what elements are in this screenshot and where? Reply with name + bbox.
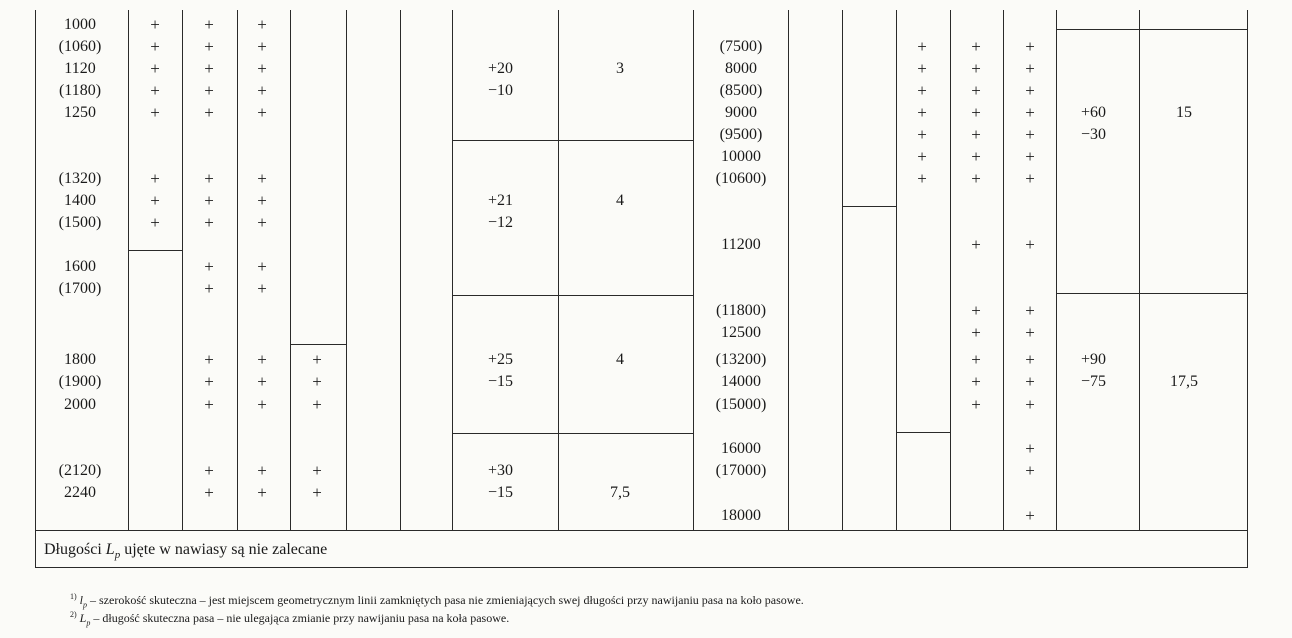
availability-mark: + [971,103,981,122]
deviation-plus: +21 [488,192,514,209]
availability-mark: + [1025,37,1035,56]
footnote-text: – szerokość skuteczna – jest miejscem geometrycznym linii zamkniętych pasa nie zmieniających swej długości przy nawijaniu pasa na koło pasowe. [90,593,804,607]
length-value: 10000 [721,148,761,165]
availability-mark: + [257,15,267,34]
availability-mark: + [150,81,160,100]
availability-mark: + [971,37,981,56]
availability-mark: + [1025,147,1035,166]
availability-mark: + [150,103,160,122]
availability-mark: + [971,147,981,166]
availability-mark: + [1025,439,1035,458]
availability-mark: + [204,169,214,188]
availability-mark: + [204,395,214,414]
availability-mark: + [204,59,214,78]
availability-mark: + [917,59,927,78]
availability-mark: + [971,350,981,369]
note-symbol: L [105,541,115,558]
availability-mark: + [917,125,927,144]
length-value: (8500) [719,82,763,99]
availability-mark: + [1025,125,1035,144]
availability-mark: + [1025,461,1035,480]
availability-mark: + [257,213,267,232]
availability-mark: + [971,235,981,254]
availability-mark: + [150,37,160,56]
availability-mark: + [1025,81,1035,100]
deviation-minus: −10 [488,82,514,99]
availability-mark: + [971,169,981,188]
availability-mark: + [257,372,267,391]
availability-mark: + [917,37,927,56]
column-divider [35,10,36,530]
length-value: 18000 [721,507,761,524]
length-value: 14000 [721,373,761,390]
range-divider [842,206,896,207]
availability-mark: + [971,395,981,414]
length-value: 11200 [721,236,761,253]
availability-mark: + [971,301,981,320]
length-value: 1400 [64,192,96,209]
deviation-plus: +25 [488,351,514,368]
column-divider [182,10,183,530]
length-value: (1700) [58,280,102,297]
group-count: 3 [616,60,624,77]
availability-mark: + [917,147,927,166]
group-divider [1056,29,1247,30]
column-divider [346,10,347,530]
availability-mark: + [312,395,322,414]
availability-mark: + [1025,59,1035,78]
availability-mark: + [257,37,267,56]
length-value: (11800) [715,302,767,319]
length-value: (1500) [58,214,102,231]
deviation-plus: +30 [488,462,514,479]
length-value: 1600 [64,258,96,275]
length-value: 12500 [721,324,761,341]
deviation-plus: +90 [1081,351,1107,368]
note-subscript: p [114,549,121,562]
range-divider [290,344,346,345]
range-divider [128,250,182,251]
column-divider [896,10,897,530]
availability-mark: + [204,15,214,34]
table-note-row [35,530,1248,568]
group-divider [452,433,693,434]
availability-mark: + [257,257,267,276]
footnote-mark: 2) [70,610,77,619]
column-divider [290,10,291,530]
availability-mark: + [204,191,214,210]
availability-mark: + [1025,169,1035,188]
length-value: (15000) [715,396,767,413]
availability-mark: + [971,372,981,391]
availability-mark: + [150,213,160,232]
length-value: (17000) [715,462,767,479]
availability-mark: + [312,350,322,369]
availability-mark: + [1025,506,1035,525]
availability-mark: + [204,461,214,480]
availability-mark: + [204,103,214,122]
length-value: 9000 [725,104,757,121]
availability-mark: + [971,323,981,342]
column-divider [128,10,129,530]
availability-mark: + [257,81,267,100]
length-value: 1120 [64,60,96,77]
availability-mark: + [257,103,267,122]
column-divider [842,10,843,530]
group-count: 17,5 [1170,373,1198,390]
availability-mark: + [204,350,214,369]
deviation-plus: +20 [488,60,514,77]
availability-mark: + [1025,395,1035,414]
availability-mark: + [1025,235,1035,254]
deviation-minus: −75 [1081,373,1107,390]
availability-mark: + [257,395,267,414]
availability-mark: + [150,169,160,188]
availability-mark: + [204,37,214,56]
column-divider [400,10,401,530]
deviation-minus: −30 [1081,126,1107,143]
length-value: (1320) [58,170,102,187]
length-value: 2000 [64,396,96,413]
deviation-minus: −15 [488,373,514,390]
column-divider [452,10,453,530]
group-divider [452,140,693,141]
availability-mark: + [312,461,322,480]
group-divider [452,295,693,296]
availability-mark: + [257,483,267,502]
availability-mark: + [917,103,927,122]
availability-mark: + [1025,301,1035,320]
availability-mark: + [204,372,214,391]
note-suffix: ujęte w nawiasy są nie zalecane [124,541,328,558]
length-value: 8000 [725,60,757,77]
availability-mark: + [204,483,214,502]
length-value: (1060) [58,38,102,55]
column-divider [558,10,559,530]
availability-mark: + [257,279,267,298]
column-divider [1247,10,1248,530]
availability-mark: + [257,191,267,210]
availability-mark: + [971,59,981,78]
length-value: 1250 [64,104,96,121]
deviation-plus: +60 [1081,104,1107,121]
column-divider [1003,10,1004,530]
length-value: (7500) [719,38,763,55]
availability-mark: + [917,169,927,188]
length-value: (1180) [58,82,102,99]
availability-mark: + [971,125,981,144]
availability-mark: + [204,279,214,298]
group-divider [1056,293,1247,294]
availability-mark: + [1025,323,1035,342]
availability-mark: + [312,483,322,502]
availability-mark: + [257,169,267,188]
length-value: 16000 [721,440,761,457]
column-divider [1139,10,1140,530]
length-value: (1900) [58,373,102,390]
availability-mark: + [150,191,160,210]
range-divider [896,432,950,433]
deviation-minus: −12 [488,214,514,231]
column-divider [693,10,694,530]
availability-mark: + [1025,103,1035,122]
footnote-symbol: L [79,611,87,625]
column-divider [950,10,951,530]
footnote-text: – długość skuteczna pasa – nie ulegająca zmianie przy nawijaniu pasa na koła pasowe. [93,611,510,625]
deviation-minus: −15 [488,484,514,501]
length-value: (2120) [58,462,102,479]
availability-mark: + [917,81,927,100]
length-value: (13200) [715,351,767,368]
availability-mark: + [1025,372,1035,391]
footnote-1 [70,592,804,609]
length-value: 1800 [64,351,96,368]
column-divider [788,10,789,530]
group-count: 4 [616,192,624,209]
footnote-mark: 1) [70,592,77,601]
group-count: 7,5 [610,484,630,501]
availability-mark: + [1025,350,1035,369]
length-value: 1000 [64,16,96,33]
availability-mark: + [204,257,214,276]
length-value: 2240 [64,484,96,501]
note-prefix: Długości [44,541,102,558]
group-count: 15 [1176,104,1192,121]
table-note [44,541,327,561]
footnote-subscript: p [86,618,91,628]
footnote-2 [70,610,509,627]
availability-mark: + [150,59,160,78]
availability-mark: + [971,81,981,100]
footnote-symbol: l [79,593,84,607]
availability-mark: + [204,81,214,100]
column-divider [237,10,238,530]
availability-mark: + [257,461,267,480]
group-count: 4 [616,351,624,368]
footnote-subscript: p [83,600,88,610]
column-divider [1056,10,1057,530]
availability-mark: + [150,15,160,34]
availability-mark: + [204,213,214,232]
availability-mark: + [257,350,267,369]
availability-mark: + [312,372,322,391]
length-value: (9500) [719,126,763,143]
length-value: (10600) [715,170,767,187]
availability-mark: + [257,59,267,78]
